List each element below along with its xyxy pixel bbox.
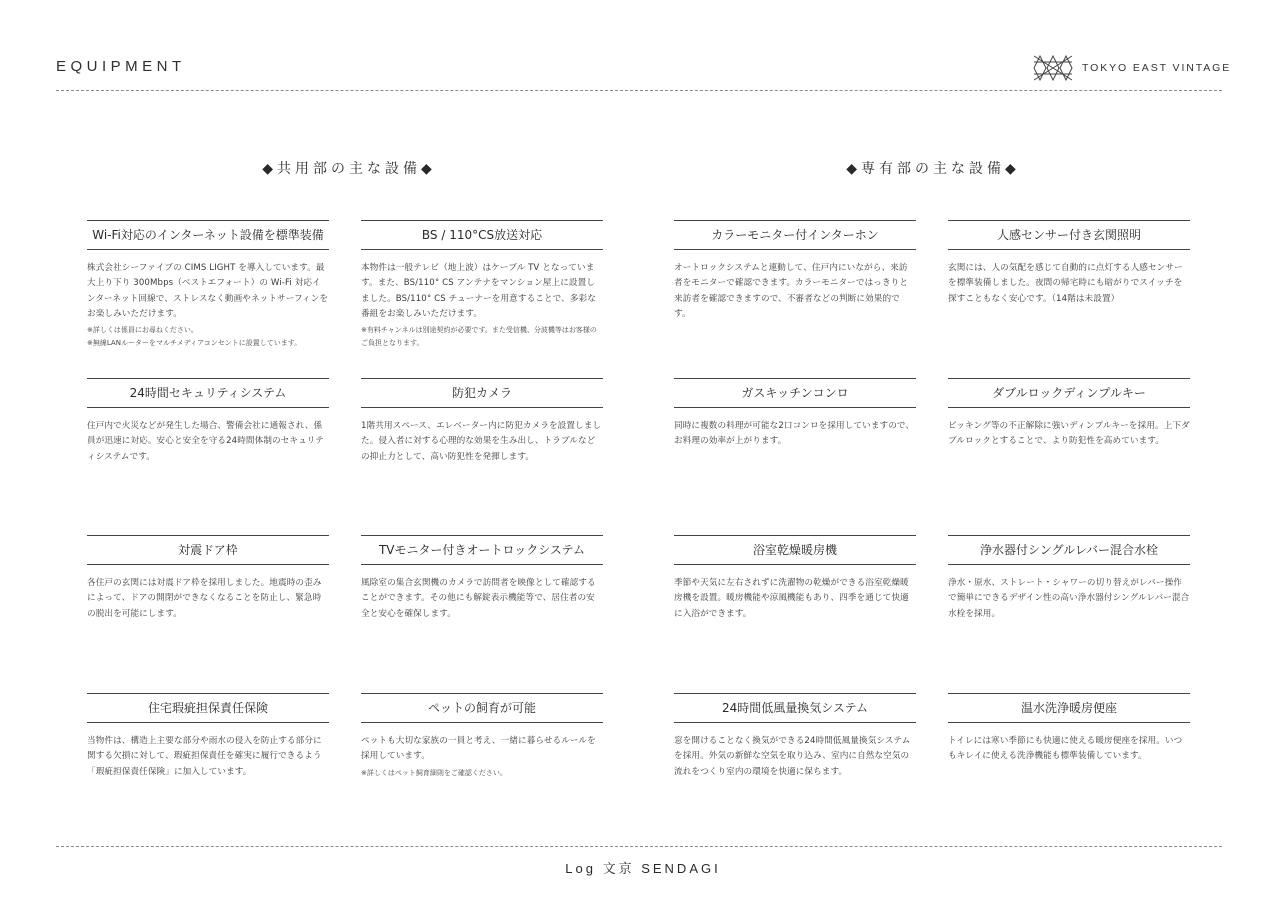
brand [1033, 55, 1231, 81]
item-title: Wi-Fi対応のインターネット設備を標準装備 [87, 220, 329, 250]
item-note: ※有料チャンネルは別途契約が必要です。また受信機、分波機等はお客様のご負担となります。 [361, 326, 597, 347]
item-body: ピッキング等の不正解除に強いディンプルキーを採用。上下ダブルロックとすることで、より防犯性を高めています。 [948, 421, 1190, 447]
equipment-item-security-system [87, 378, 329, 465]
item-body: 玄関には、人の気配を感じて自動的に点灯する人感センサーを標準装備しました。夜間の帰宅時にも暗がりでスイッチを探すこともなく安心です。（14階は未設置） [948, 263, 1183, 304]
item-title: ダブルロックディンプルキー [948, 378, 1190, 408]
equipment-item-bs-cs [361, 220, 603, 349]
equipment-item-ventilation [674, 693, 916, 780]
section-heading-common: ◆共用部の主な設備◆ [262, 161, 436, 177]
item-body: 株式会社シーファイブの CIMS LIGHT を導入しています。最大上り下り 300Mbps（ベストエフォート）の Wi-Fi 対応インターネット回線で、ストレスなく動画やネットサーフィンをお楽しみいただけます。 [87, 263, 329, 319]
item-title: 対震ドア枠 [87, 535, 329, 565]
equipment-item-defect-insurance [87, 693, 329, 780]
item-body: 窓を開けることなく換気ができる24時間低風量換気システムを採用。外気の新鮮な空気を取り込み、室内に自然な空気の流れをつくり室内の環境を快適に保ちます。 [674, 736, 911, 777]
page-title: EQUIPMENT [56, 58, 186, 75]
brand-name: TOKYO EAST VINTAGE [1082, 62, 1232, 74]
item-body: ペットも大切な家族の一員と考え、一緒に暮らせるルールを採用しています。 [361, 736, 596, 762]
equipment-item-gas-stove [674, 378, 916, 450]
item-title: 24時間低風量換気システム [674, 693, 916, 723]
item-body: 季節や天気に左右されずに洗濯物の乾燥ができる浴室乾燥暖房機を設置。暖房機能や涼風機能もあり、四季を通じて快適に入浴ができます。 [674, 578, 909, 619]
equipment-item-dimple-key [948, 378, 1190, 450]
item-title: 浴室乾燥暖房機 [674, 535, 916, 565]
item-title: カラーモニター付インターホン [674, 220, 916, 250]
item-body: 風除室の集合玄関機のカメラで訪問者を映像として確認することができます。その他にも解錠表示機能等で、居住者の安全と安心を確保します。 [361, 578, 596, 619]
item-body: 当物件は、構造上主要な部分や雨水の侵入を防止する部分に関する欠損に対して、瑕疵担保責任を確実に履行できるよう「瑕疵担保責任保険」に加入しています。 [87, 736, 322, 777]
footer-divider [56, 846, 1222, 847]
equipment-item-toilet-seat [948, 693, 1190, 765]
item-title: BS / 110°CS放送対応 [361, 220, 603, 250]
equipment-item-autolock [361, 535, 603, 622]
equipment-item-entrance-light [948, 220, 1190, 307]
item-body: 1階共用スペース、エレベーター内に防犯カメラを設置しました。侵入者に対する心理的な効果を生み出し、トラブルなどの抑止力として、高い防犯性を発揮します。 [361, 421, 602, 462]
item-note: ※詳しくは係員にお尋ねください。 [87, 326, 198, 335]
header-divider [56, 90, 1222, 91]
item-title: 温水洗浄暖房便座 [948, 693, 1190, 723]
item-title: 浄水器付シングルレバー混合水栓 [948, 535, 1190, 565]
equipment-item-pets [361, 693, 603, 779]
item-title: 24時間セキュリティシステム [87, 378, 329, 408]
equipment-item-bathroom-dryer [674, 535, 916, 622]
item-body: 浄水・原水、ストレート・シャワーの切り替えがレバー操作で簡単にできるデザイン性の高い浄水器付シングルレバー混合水栓を採用。 [948, 578, 1190, 619]
item-body: 各住戸の玄関には対震ドア枠を採用しました。地震時の歪みによって、ドアの開閉ができなくなることを防止し、緊急時の脱出を可能にします。 [87, 578, 322, 619]
item-title: 人感センサー付き玄関照明 [948, 220, 1190, 250]
item-body: トイレには寒い季節にも快適に使える暖房便座を採用。いつもキレイに使える洗浄機能も標準装備しています。 [948, 736, 1183, 762]
equipment-item-seismic-door-frame [87, 535, 329, 622]
item-title: ペットの飼育が可能 [361, 693, 603, 723]
equipment-item-intercom [674, 220, 916, 322]
item-note: ※無線LANルーターをマルチメディアコンセントに設置しています。 [87, 338, 302, 347]
section-heading-private: ◆専有部の主な設備◆ [846, 161, 1020, 177]
item-note: ※詳しくはペット飼育細則をご確認ください。 [361, 768, 507, 777]
item-title: TVモニター付きオートロックシステム [361, 535, 603, 565]
equipment-item-security-camera [361, 378, 603, 465]
item-title: 住宅瑕疵担保責任保険 [87, 693, 329, 723]
item-title: 防犯カメラ [361, 378, 603, 408]
brand-logo-icon [1033, 55, 1073, 81]
equipment-item-water-faucet [948, 535, 1190, 622]
equipment-item-wifi [87, 220, 329, 349]
item-title: ガスキッチンコンロ [674, 378, 916, 408]
item-body: 同時に複数の料理が可能な2口コンロを採用していますので、お料理の効率が上がります。 [674, 421, 915, 447]
footer-title: Log 文京 SENDAGI [565, 861, 721, 876]
item-body: 住戸内で火災などが発生した場合、警備会社に通報され、係員が迅速に対応。安心と安全を守る24時間体制のセキュリティシステムです。 [87, 421, 325, 462]
item-body: 本物件は一般テレビ（地上波）はケーブル TV となっています。また、BS/110° CS アンテナをマンション屋上に設置しました。BS/110° CS チューナーを用意することで、多彩な番組をお楽しみいただけます。 [361, 263, 596, 319]
item-body: オートロックシステムと連動して、住戸内にいながら、来訪者をモニターで確認できます。カラーモニターではっきりと来訪者を確認できますので、不審者などの判断に効果的です。 [674, 263, 909, 319]
